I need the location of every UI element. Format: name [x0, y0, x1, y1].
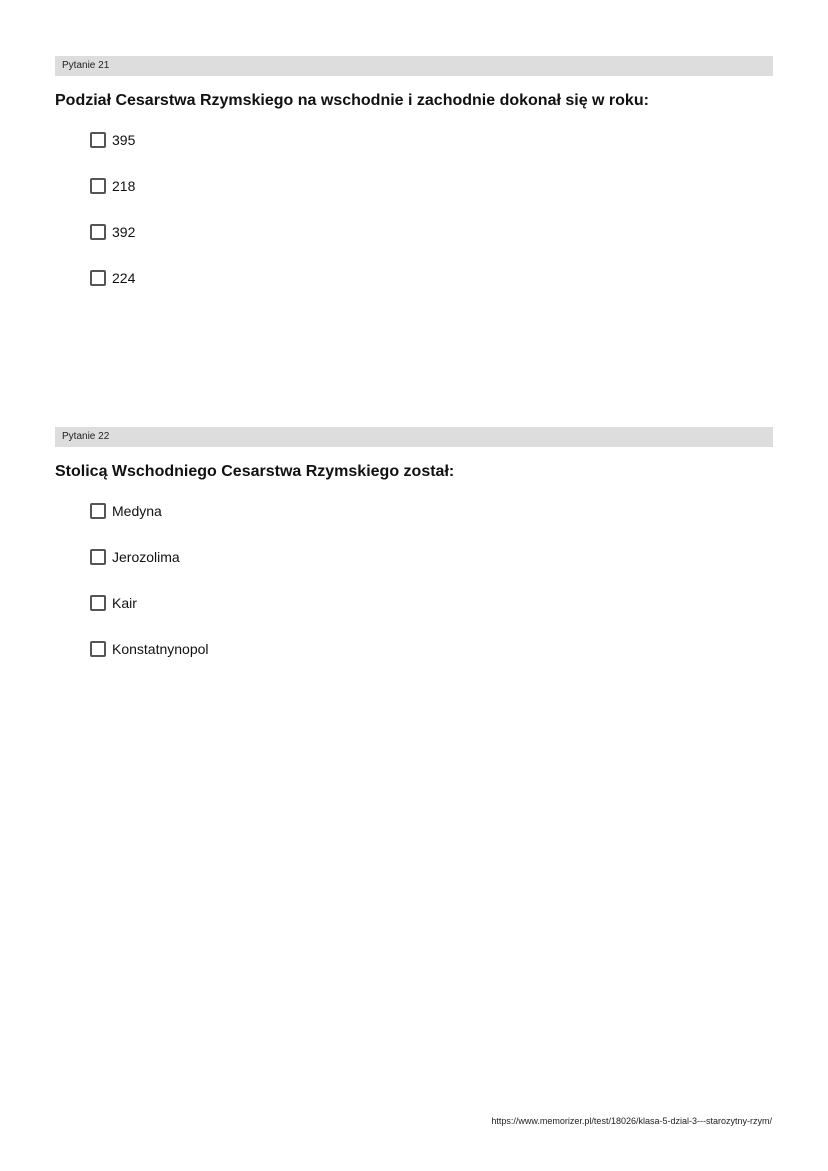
question-text: Stolicą Wschodniego Cesarstwa Rzymskiego został:: [55, 463, 455, 480]
checkbox-icon[interactable]: [90, 132, 106, 148]
answer-label: 392: [112, 224, 136, 240]
answer-label: 395: [112, 132, 136, 148]
checkbox-icon[interactable]: [90, 224, 106, 240]
answer-label: Medyna: [112, 503, 162, 519]
answer-label: Konstatnynopol: [112, 641, 209, 657]
answer-label: 218: [112, 178, 136, 194]
answer-options: [90, 130, 773, 288]
footer-source-url: https://www.memorizer.pl/test/18026/klasa-5-dzial-3---starozytny-rzym/: [491, 1116, 772, 1126]
answer-option[interactable]: [90, 593, 773, 613]
answer-option[interactable]: [90, 222, 773, 242]
answer-label: 224: [112, 270, 136, 286]
checkbox-icon[interactable]: [90, 503, 106, 519]
checkbox-icon[interactable]: [90, 270, 106, 286]
question-21: [55, 56, 773, 314]
answer-label: Jerozolima: [112, 549, 180, 565]
answer-option[interactable]: [90, 176, 773, 196]
question-22: [55, 427, 773, 685]
answer-option[interactable]: [90, 501, 773, 521]
checkbox-icon[interactable]: [90, 641, 106, 657]
checkbox-icon[interactable]: [90, 549, 106, 565]
answer-option[interactable]: [90, 130, 773, 150]
question-number-bar: Pytanie 21: [55, 56, 773, 76]
answer-label: Kair: [112, 595, 137, 611]
answer-option[interactable]: [90, 639, 773, 659]
question-text: Podział Cesarstwa Rzymskiego na wschodnie i zachodnie dokonał się w roku:: [55, 92, 649, 109]
answer-option[interactable]: [90, 547, 773, 567]
checkbox-icon[interactable]: [90, 178, 106, 194]
answer-option[interactable]: [90, 268, 773, 288]
answer-options: [90, 501, 773, 659]
question-number-bar: Pytanie 22: [55, 427, 773, 447]
checkbox-icon[interactable]: [90, 595, 106, 611]
